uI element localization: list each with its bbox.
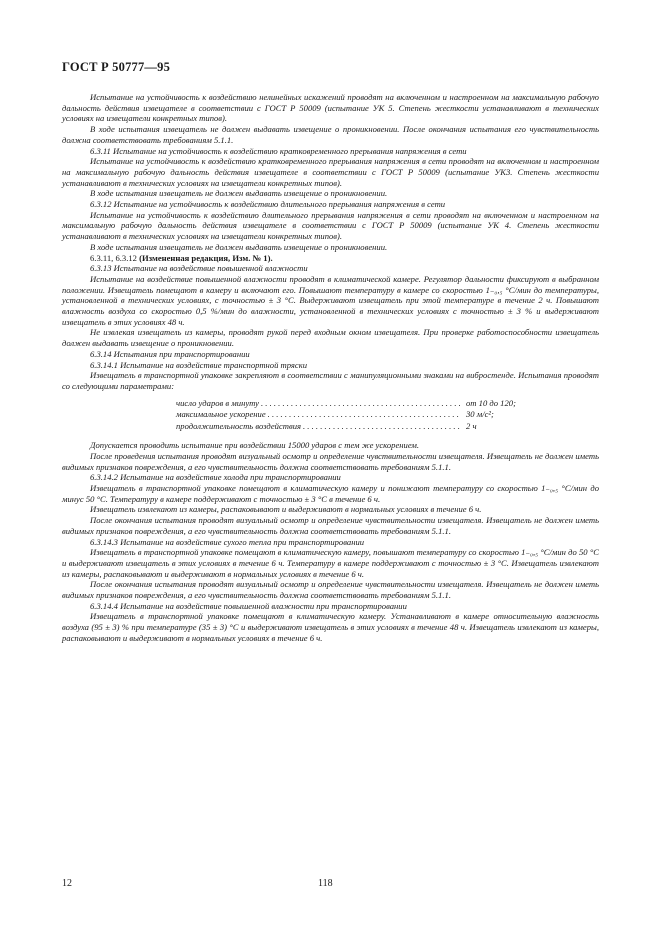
page-number-left: 12 [62,878,72,889]
paragraph: Извещатель в транспортной упаковке закрепляют в соответствии с манипуляционными знаками на вибростенде. Испытания проводят со следующими параметрами: [62,370,599,391]
parameter-row [176,398,536,410]
page-number-center: 118 [318,878,333,889]
dot-leader [261,398,460,409]
section-heading: 6.3.14 Испытания при транспортировании [90,348,250,359]
section-heading: 6.3.14.3 Испытание на воздействие сухого тепла при транспортировании [90,536,365,547]
paragraph: Не извлекая извещатель из камеры, проводят рукой перед входным окном извещателя. При проверке работоспособности извещатель должен выдавать извещение о проникновении. [62,327,599,349]
document-body [62,92,599,644]
paragraph: Извещатель извлекают из камеры, распаковывают и выдерживают в нормальных условиях в течение 6 ч. [90,504,482,515]
paragraph: После окончания испытания проводят визуальный осмотр и определение чувствительности извещателя. Извещатель не должен иметь видимых признаков повреждения, а его чувствительность должна соответствовать требованиям 5.1.1. [62,579,599,601]
parameter-name: продолжительность воздействия [176,420,301,431]
parameter-value: 2 ч [466,420,477,431]
paragraph: В ходе испытания извещатель не должен выдавать извещение о проникновении. [90,241,388,252]
paragraph: Испытание на устойчивость к воздействию нелинейных искажений проводят на включенном и настроенном на максимальную рабочую дальность действия извещателе в соответствии с ГОСТ Р 50009 (испытание УК 5. Степень жесткости устанавливают в технических условиях на извещатели конкретных типов). [62,92,599,124]
paragraph: Испытание на воздействие повышенной влажности проводят в климатической камере. Регулятор дальности фиксируют в выбранном положении. Извещатель помещают в камеру и включают его. Повышают температуру в камере со скоростью 1₋₀,₅ °С/мин до температуры, установленной в технических условиях, с точностью ± 3 °С. Выдерживают извещатель при этой температуре в течение 2 ч. Повышают влажность воздуха со скоростью 0,5 %/мин до влажности, установленной в технических условиях с точностью ± 3 % и выдерживают извещатель в этих условиях 48 ч. [62,273,599,327]
paragraph: Испытание на устойчивость к воздействию кратковременного прерывания напряжения в сети проводят на включенном и настроенном на максимальную рабочую дальность действия извещателе в соответствии с ГОСТ Р 50009 (испытание УК3. Степень жесткости устанавливают в технических условиях на извещатели конкретных типов). [62,156,599,188]
parameter-list [176,398,536,433]
paragraph: Испытание на устойчивость к воздействию длительного прерывания напряжения в сети проводят на включенном и настроенном на максимальную рабочую дальность действия извещателе в соответствии с ГОСТ Р 50009 (испытание УК 4. Степень жесткости устанавливают в технических условиях на извещатели конкретных типов). [62,209,599,242]
section-heading: 6.3.13 Испытание на воздействие повышенной влажности [90,263,308,274]
parameter-name: число ударов в минуту [176,397,259,408]
paragraph: Извещатель в транспортной упаковке помещают в климатическую камеру, повышают температуру со скоростью 1₋₀,₅ °С/мин до 50 °С и выдерживают извещатель в этих условиях в течение 6 ч. Температуру в камере поддерживают с точностью ± 3 °С. Извещатель извлекают из камеры, распаковывают и выдерживают в нормальных условиях в течение 6 ч. [62,547,599,579]
parameter-name: максимальное ускорение [176,409,266,420]
section-heading: 6.3.11 Испытание на устойчивость к воздействию кратковременного прерывания напряжения в сети [90,145,467,156]
paragraph: После окончания испытания проводят визуальный осмотр и определение чувствительности извещателя. Извещатель не должен иметь видимых признаков повреждения, а его чувствительность должна соответствовать требованиям 5.1.1. [62,515,599,536]
amendment-prefix: 6.3.11, 6.3.12 [90,252,137,263]
section-heading: 6.3.14.2 Испытание на воздействие холода при транспортировании [90,472,341,483]
paragraph: После проведения испытания проводят визуальный осмотр и определение чувствительности извещателя. Извещатель не должен иметь видимых признаков повреждения, а его чувствительность должна соответствовать требованиям 5.1.1. [62,450,599,472]
paragraph: В ходе испытания извещатель не должен выдавать извещение о проникновении. После окончания испытания его чувствительность должна соответствовать требованиям 5.1.1. [62,124,599,145]
paragraph: Извещатель в транспортной упаковке помещают в климатическую камеру. Устанавливают в камере относительную влажность воздуха (95 ± 3) % при температуре (35 ± 3) °С и выдерживают извещатель в этих условиях в течение 48 ч. Извещатель извлекают из камеры, распаковывают и выдерживают в нормальных условиях в течение 6 ч. [62,611,599,643]
section-heading: 6.3.12 Испытание на устойчивость к воздействию длительного прерывания напряжения в сети [90,199,446,210]
amendment-note [62,253,599,264]
parameter-row [176,409,536,421]
document-header: ГОСТ Р 50777—95 [62,60,171,74]
parameter-value: 30 м/с²; [466,409,494,420]
dot-leader [268,409,460,420]
parameter-value: от 10 до 120; [466,397,516,408]
paragraph: В ходе испытания извещатель не должен выдавать извещение о проникновении. [90,188,388,199]
dot-leader [303,421,460,432]
section-heading: 6.3.14.1 Испытание на воздействие транспортной тряски [90,359,308,370]
paragraph: Допускается проводить испытание при воздействии 15000 ударов с тем же ускорением. [90,440,420,451]
amendment-text: (Измененная редакция, Изм. № 1). [139,252,273,263]
paragraph: Извещатель в транспортной упаковке помещают в климатическую камеру и понижают температуру со скоростью 1₋₀,₅ °С/мин до минус 50 °С. Температуру в камере поддерживают с точностью ± 3 °С в течение 6 ч. [62,483,599,504]
section-heading: 6.3.14.4 Испытание на воздействие повышенной влажности при транспортировании [90,600,407,611]
parameter-row [176,421,536,433]
